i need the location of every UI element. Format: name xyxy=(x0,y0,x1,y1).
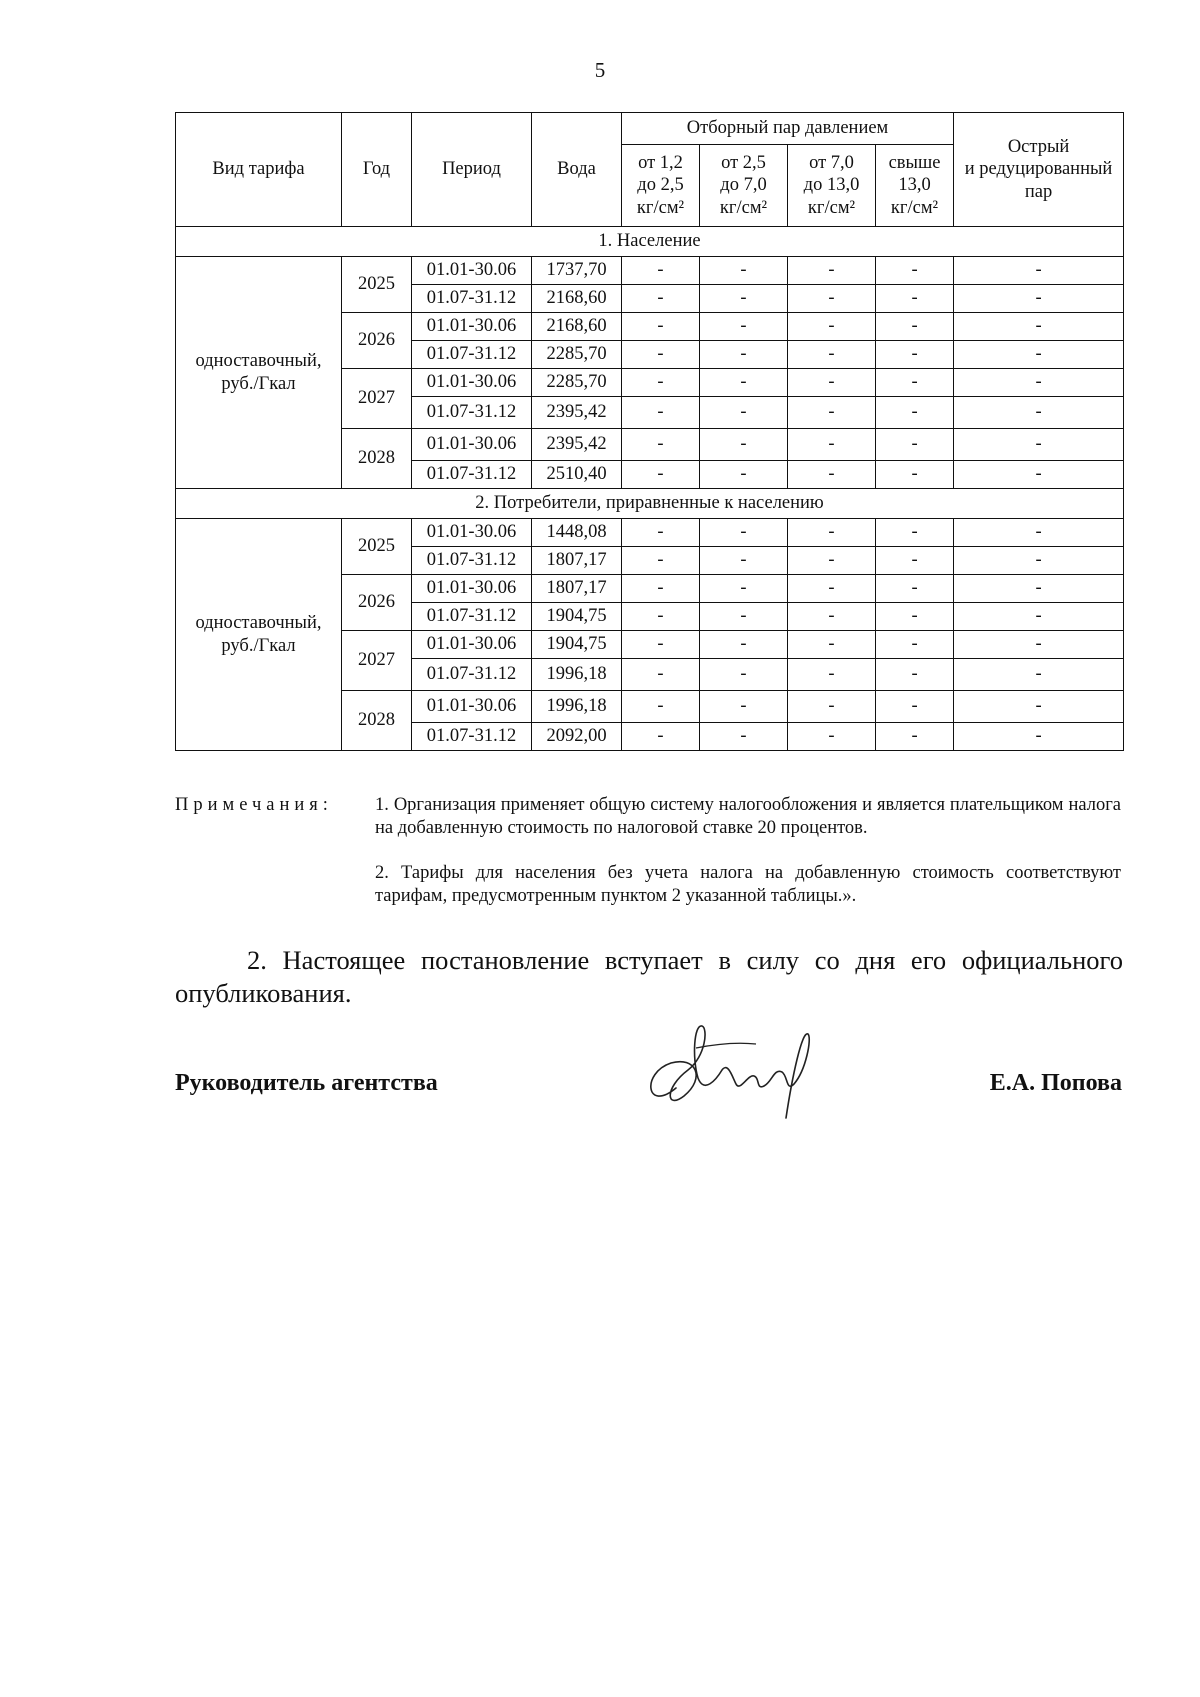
notes-label: Примечания: xyxy=(175,795,333,815)
steam-value-cell: - xyxy=(622,429,700,461)
sharp-steam-value-cell: - xyxy=(954,461,1124,489)
steam-value-cell: - xyxy=(876,369,954,397)
sharp-steam-value-cell: - xyxy=(954,519,1124,547)
steam-value-cell: - xyxy=(788,461,876,489)
header-sharp-line-2: и редуцированный xyxy=(964,159,1113,180)
year-cell: 2025 xyxy=(342,519,412,575)
section-row xyxy=(176,489,1124,519)
water-cell: 1996,18 xyxy=(532,659,622,691)
section-title: 2. Потребители, приравненные к населению xyxy=(176,489,1124,519)
water-cell: 1737,70 xyxy=(532,257,622,285)
header-steam-col-3-unit: кг/см² xyxy=(807,197,856,218)
steam-value-cell: - xyxy=(876,723,954,751)
header-steam-col-2-line-1: от 2,5 xyxy=(721,153,766,174)
steam-value-cell: - xyxy=(876,285,954,313)
steam-value-cell: - xyxy=(700,723,788,751)
header-steam-col-1 xyxy=(622,145,700,227)
period-cell: 01.07-31.12 xyxy=(412,285,532,313)
signer-name: Е.А. Попова xyxy=(989,1070,1122,1096)
year-cell: 2028 xyxy=(342,429,412,489)
period-cell: 01.01-30.06 xyxy=(412,369,532,397)
steam-value-cell: - xyxy=(788,547,876,575)
tariff-type-line-1: одноставочный, xyxy=(195,613,322,634)
steam-value-cell: - xyxy=(622,575,700,603)
sharp-steam-value-cell: - xyxy=(954,257,1124,285)
sharp-steam-value-cell: - xyxy=(954,429,1124,461)
header-steam-col-1-unit: кг/см² xyxy=(636,197,685,218)
header-tariff-type: Вид тарифа xyxy=(176,113,342,227)
year-cell: 2026 xyxy=(342,313,412,369)
note-text: Тарифы для населения без учета налога на добавленную стоимость соответствуют тарифам, предусмотренным пунктом 2 указанной таблицы.». xyxy=(375,863,1122,906)
header-period: Период xyxy=(412,113,532,227)
steam-value-cell: - xyxy=(622,257,700,285)
sharp-steam-value-cell: - xyxy=(954,313,1124,341)
tariff-type-line-2: руб./Гкал xyxy=(221,373,296,394)
header-steam-col-4 xyxy=(876,145,954,227)
handwritten-signature xyxy=(636,1018,826,1128)
steam-value-cell: - xyxy=(622,461,700,489)
header-steam-col-1-line-2: до 2,5 xyxy=(637,175,684,196)
period-cell: 01.07-31.12 xyxy=(412,723,532,751)
water-cell: 2510,40 xyxy=(532,461,622,489)
page-number: 5 xyxy=(594,58,606,82)
steam-value-cell: - xyxy=(700,397,788,429)
header-sharp-line-1: Острый xyxy=(1007,137,1070,158)
steam-value-cell: - xyxy=(622,723,700,751)
steam-value-cell: - xyxy=(700,461,788,489)
steam-value-cell: - xyxy=(700,285,788,313)
tariff-type-line-2: руб./Гкал xyxy=(221,635,296,656)
period-cell: 01.01-30.06 xyxy=(412,631,532,659)
steam-value-cell: - xyxy=(876,691,954,723)
sharp-steam-value-cell: - xyxy=(954,285,1124,313)
steam-value-cell: - xyxy=(788,603,876,631)
steam-value-cell: - xyxy=(700,313,788,341)
steam-value-cell: - xyxy=(622,659,700,691)
header-steam-col-4-unit: кг/см² xyxy=(890,197,939,218)
steam-value-cell: - xyxy=(700,631,788,659)
header-steam-col-4-line-1: свыше xyxy=(888,153,941,174)
header-sharp-line-3: пар xyxy=(1024,181,1053,202)
steam-value-cell: - xyxy=(622,341,700,369)
water-cell: 1996,18 xyxy=(532,691,622,723)
steam-value-cell: - xyxy=(622,285,700,313)
water-cell: 2168,60 xyxy=(532,285,622,313)
tariff-table xyxy=(175,112,1124,751)
steam-value-cell: - xyxy=(876,341,954,369)
sharp-steam-value-cell: - xyxy=(954,547,1124,575)
water-cell: 2285,70 xyxy=(532,369,622,397)
steam-value-cell: - xyxy=(876,397,954,429)
period-cell: 01.01-30.06 xyxy=(412,575,532,603)
period-cell: 01.01-30.06 xyxy=(412,257,532,285)
water-cell: 1807,17 xyxy=(532,547,622,575)
period-cell: 01.07-31.12 xyxy=(412,461,532,489)
period-cell: 01.07-31.12 xyxy=(412,659,532,691)
header-steam-col-4-line-2: 13,0 xyxy=(898,175,931,196)
sharp-steam-value-cell: - xyxy=(954,603,1124,631)
water-cell: 2168,60 xyxy=(532,313,622,341)
steam-value-cell: - xyxy=(622,691,700,723)
water-cell: 1904,75 xyxy=(532,603,622,631)
steam-value-cell: - xyxy=(700,691,788,723)
steam-value-cell: - xyxy=(876,547,954,575)
note-number: 2. xyxy=(375,863,389,883)
note-number: 1. xyxy=(375,795,389,815)
steam-value-cell: - xyxy=(700,519,788,547)
note-item xyxy=(375,794,1121,839)
steam-value-cell: - xyxy=(788,257,876,285)
water-cell: 2395,42 xyxy=(532,429,622,461)
header-steam-col-1-line-1: от 1,2 xyxy=(638,153,683,174)
sharp-steam-value-cell: - xyxy=(954,397,1124,429)
year-cell: 2025 xyxy=(342,257,412,313)
header-steam-col-2 xyxy=(700,145,788,227)
tariff-type-cell xyxy=(176,257,342,489)
period-cell: 01.07-31.12 xyxy=(412,397,532,429)
signer-title: Руководитель агентства xyxy=(175,1070,438,1096)
steam-value-cell: - xyxy=(700,369,788,397)
steam-value-cell: - xyxy=(700,547,788,575)
water-cell: 1448,08 xyxy=(532,519,622,547)
steam-value-cell: - xyxy=(788,369,876,397)
steam-value-cell: - xyxy=(700,429,788,461)
year-cell: 2027 xyxy=(342,369,412,429)
steam-value-cell: - xyxy=(700,659,788,691)
header-year: Год xyxy=(342,113,412,227)
steam-value-cell: - xyxy=(876,313,954,341)
steam-value-cell: - xyxy=(622,369,700,397)
sharp-steam-value-cell: - xyxy=(954,691,1124,723)
steam-value-cell: - xyxy=(788,285,876,313)
steam-value-cell: - xyxy=(788,341,876,369)
section-title: 1. Население xyxy=(176,227,1124,257)
steam-value-cell: - xyxy=(622,313,700,341)
steam-value-cell: - xyxy=(876,631,954,659)
steam-value-cell: - xyxy=(788,313,876,341)
sharp-steam-value-cell: - xyxy=(954,659,1124,691)
steam-value-cell: - xyxy=(622,397,700,429)
period-cell: 01.01-30.06 xyxy=(412,691,532,723)
water-cell: 2285,70 xyxy=(532,341,622,369)
steam-value-cell: - xyxy=(876,429,954,461)
header-steam-col-3-line-1: от 7,0 xyxy=(809,153,854,174)
header-sharp-steam xyxy=(954,113,1124,227)
water-cell: 2092,00 xyxy=(532,723,622,751)
table-row xyxy=(176,519,1124,547)
period-cell: 01.01-30.06 xyxy=(412,429,532,461)
steam-value-cell: - xyxy=(788,723,876,751)
steam-value-cell: - xyxy=(788,575,876,603)
steam-value-cell: - xyxy=(788,691,876,723)
steam-value-cell: - xyxy=(788,659,876,691)
steam-value-cell: - xyxy=(876,519,954,547)
water-cell: 1807,17 xyxy=(532,575,622,603)
section-row xyxy=(176,227,1124,257)
note-item xyxy=(375,862,1121,907)
water-cell: 1904,75 xyxy=(532,631,622,659)
steam-value-cell: - xyxy=(876,659,954,691)
sharp-steam-value-cell: - xyxy=(954,631,1124,659)
header-steam-col-3-line-2: до 13,0 xyxy=(803,175,860,196)
header-steam-col-2-unit: кг/см² xyxy=(719,197,768,218)
steam-value-cell: - xyxy=(622,547,700,575)
water-cell: 2395,42 xyxy=(532,397,622,429)
steam-value-cell: - xyxy=(700,603,788,631)
sharp-steam-value-cell: - xyxy=(954,341,1124,369)
year-cell: 2026 xyxy=(342,575,412,631)
period-cell: 01.01-30.06 xyxy=(412,313,532,341)
effective-date-paragraph: 2. Настоящее постановление вступает в силу со дня его официального опубликования. xyxy=(175,945,1123,1009)
period-cell: 01.07-31.12 xyxy=(412,341,532,369)
steam-value-cell: - xyxy=(876,461,954,489)
steam-value-cell: - xyxy=(876,575,954,603)
steam-value-cell: - xyxy=(788,631,876,659)
steam-value-cell: - xyxy=(700,575,788,603)
steam-value-cell: - xyxy=(788,397,876,429)
table-row xyxy=(176,257,1124,285)
period-cell: 01.01-30.06 xyxy=(412,519,532,547)
period-cell: 01.07-31.12 xyxy=(412,547,532,575)
sharp-steam-value-cell: - xyxy=(954,575,1124,603)
steam-value-cell: - xyxy=(622,519,700,547)
steam-value-cell: - xyxy=(622,631,700,659)
sharp-steam-value-cell: - xyxy=(954,723,1124,751)
header-steam-col-3 xyxy=(788,145,876,227)
tariff-type-cell xyxy=(176,519,342,751)
steam-value-cell: - xyxy=(622,603,700,631)
steam-value-cell: - xyxy=(788,519,876,547)
table-body xyxy=(176,227,1124,751)
steam-value-cell: - xyxy=(876,257,954,285)
steam-value-cell: - xyxy=(700,257,788,285)
period-cell: 01.07-31.12 xyxy=(412,603,532,631)
steam-value-cell: - xyxy=(788,429,876,461)
steam-value-cell: - xyxy=(700,341,788,369)
note-text: Организация применяет общую систему налогообложения и является плательщиком налога на добавленную стоимость по налоговой ставке 20 процентов. xyxy=(375,795,1121,838)
steam-value-cell: - xyxy=(876,603,954,631)
sharp-steam-value-cell: - xyxy=(954,369,1124,397)
year-cell: 2028 xyxy=(342,691,412,751)
tariff-type-line-1: одноставочный, xyxy=(195,351,322,372)
year-cell: 2027 xyxy=(342,631,412,691)
header-water: Вода xyxy=(532,113,622,227)
header-steam-col-2-line-2: до 7,0 xyxy=(720,175,767,196)
header-steam-group: Отборный пар давлением xyxy=(622,113,954,145)
